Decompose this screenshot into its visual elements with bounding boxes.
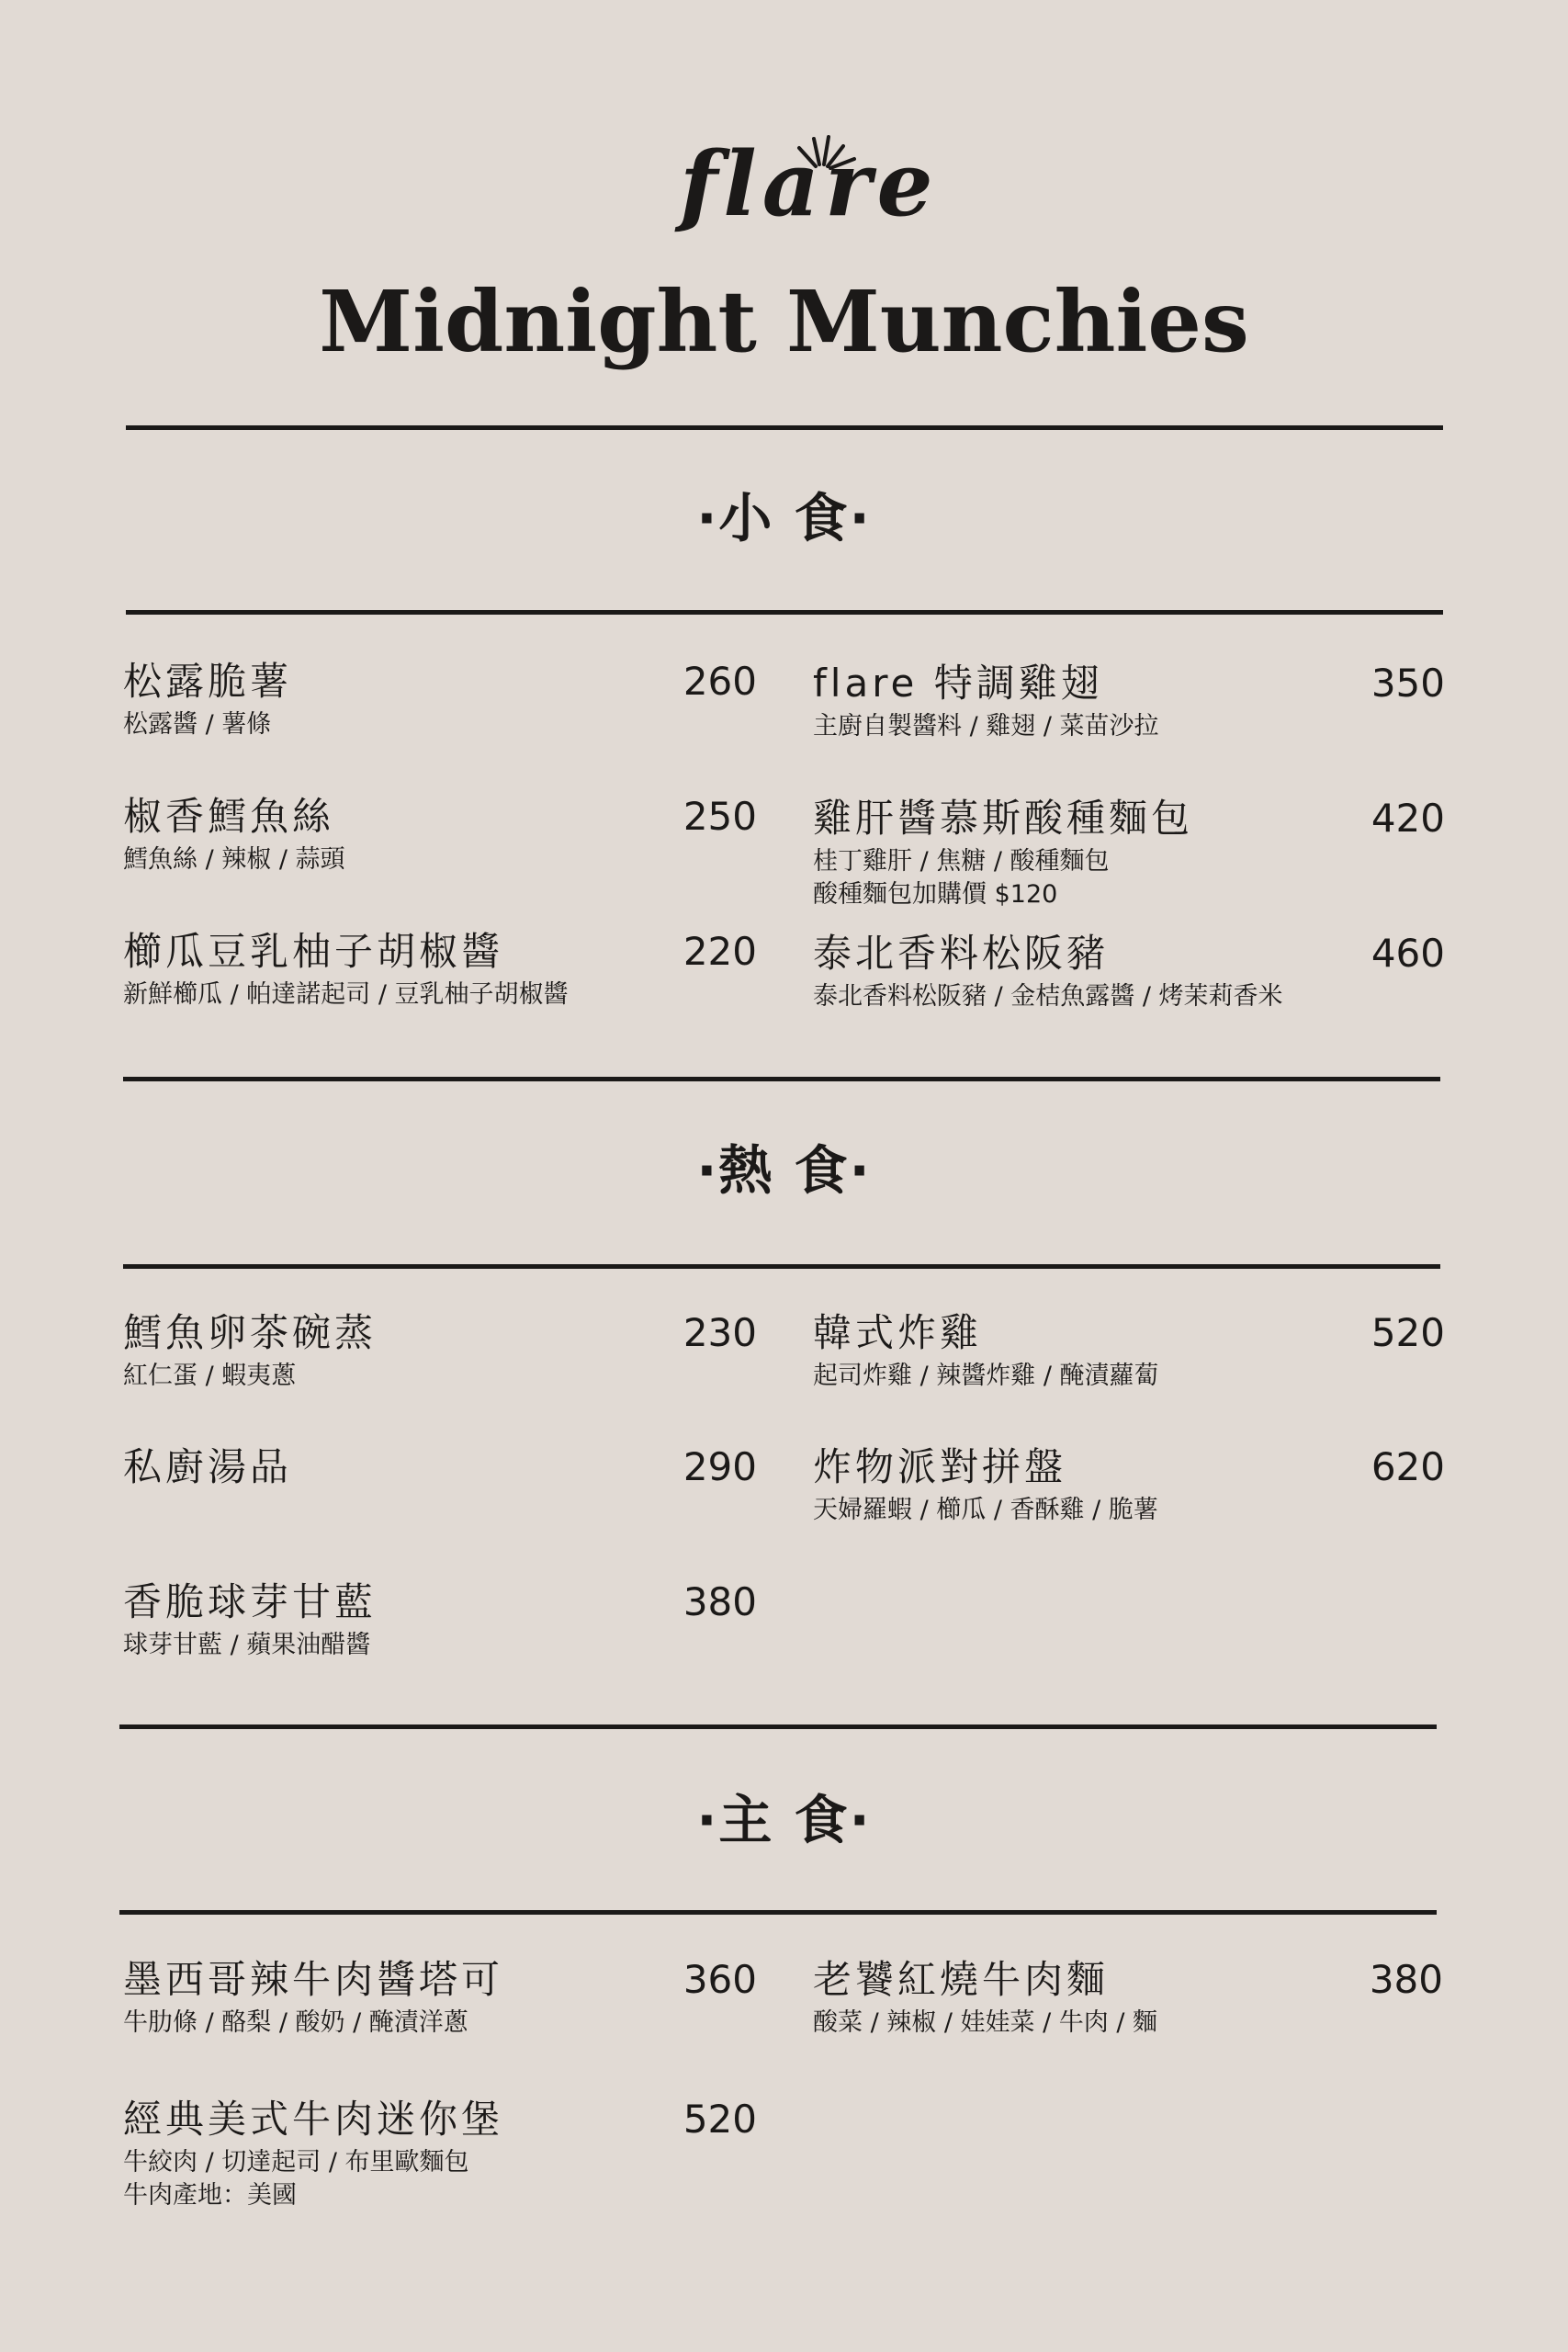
menu-item — [123, 2097, 757, 2212]
divider — [126, 425, 1443, 430]
section-title: ·主 食· — [696, 1789, 872, 1851]
item-name: 私廚湯品 — [123, 1444, 293, 1489]
menu-item — [123, 929, 757, 1012]
item-price: 380 — [1369, 1957, 1443, 2002]
item-price: 620 — [1371, 1444, 1445, 1489]
item-description: 酸菜 / 辣椒 / 娃娃菜 / 牛肉 / 麵 — [813, 2008, 1158, 2038]
item-price: 350 — [1371, 661, 1445, 706]
menu-item — [813, 661, 1445, 743]
item-description: 主廚自製醬料 / 雞翅 / 菜苗沙拉 — [813, 712, 1159, 741]
item-price: 230 — [682, 1310, 757, 1355]
menu-item — [813, 1957, 1443, 2040]
logo-text: flare — [680, 132, 939, 236]
item-name: 經典美式牛肉迷你堡 — [123, 2097, 504, 2142]
item-price: 520 — [682, 2097, 757, 2142]
menu-item — [123, 794, 757, 876]
menu-item — [123, 1579, 757, 1662]
item-price: 290 — [682, 1444, 757, 1489]
item-name: 椒香鱈魚絲 — [123, 794, 335, 839]
item-price: 220 — [682, 929, 757, 974]
item-price: 360 — [682, 1957, 757, 2002]
divider — [123, 1077, 1440, 1081]
item-description: 牛肋條 / 酪梨 / 酸奶 / 醃漬洋蔥 — [123, 2008, 468, 2038]
item-price: 420 — [1371, 796, 1445, 841]
item-description: 牛絞肉 / 切達起司 / 布里歐麵包 — [123, 2148, 469, 2177]
item-name: 櫛瓜豆乳柚子胡椒醬 — [123, 929, 504, 974]
item-description: 球芽甘藍 / 蘋果油醋醬 — [123, 1631, 371, 1660]
item-name: 老饕紅燒牛肉麵 — [813, 1957, 1110, 2002]
menu-item — [123, 659, 757, 741]
item-name: 香脆球芽甘藍 — [123, 1579, 378, 1624]
item-description: 新鮮櫛瓜 / 帕達諾起司 / 豆乳柚子胡椒醬 — [123, 980, 569, 1010]
sunburst-icon — [781, 133, 863, 170]
item-description: 天婦羅蝦 / 櫛瓜 / 香酥雞 / 脆薯 — [813, 1496, 1158, 1525]
divider — [119, 1910, 1437, 1915]
item-description: 桂丁雞肝 / 焦糖 / 酸種麵包 — [813, 847, 1110, 876]
item-description: 鱈魚絲 / 辣椒 / 蒜頭 — [123, 845, 345, 875]
menu-item — [813, 796, 1445, 911]
menu-item — [813, 1444, 1445, 1527]
item-name: 墨西哥辣牛肉醬塔可 — [123, 1957, 504, 2002]
item-description: 紅仁蛋 / 蝦夷蔥 — [123, 1362, 297, 1391]
item-name: 炸物派對拼盤 — [813, 1444, 1067, 1489]
item-price: 250 — [682, 794, 757, 839]
item-name: 鱈魚卵茶碗蒸 — [123, 1310, 378, 1355]
section-title: ·熱 食· — [696, 1139, 872, 1202]
menu-item — [123, 1444, 757, 1490]
item-description: 松露醬 / 薯條 — [123, 710, 272, 740]
item-note: 牛肉產地：美國 — [123, 2181, 297, 2211]
item-name: flare 特調雞翅 — [813, 661, 1103, 706]
item-name: 雞肝醬慕斯酸種麵包 — [813, 796, 1194, 841]
item-name: 松露脆薯 — [123, 659, 293, 704]
item-description: 泰北香料松阪豬 / 金桔魚露醬 / 烤茉莉香米 — [813, 982, 1283, 1012]
divider — [126, 610, 1443, 615]
item-price: 380 — [682, 1579, 757, 1624]
brand-logo — [680, 132, 939, 248]
divider — [123, 1264, 1440, 1269]
item-name: 韓式炸雞 — [813, 1310, 983, 1355]
menu-item — [813, 1310, 1445, 1393]
menu-item — [123, 1957, 757, 2040]
divider — [119, 1724, 1437, 1729]
menu-item — [123, 1310, 757, 1393]
item-note: 酸種麵包加購價 $120 — [813, 880, 1058, 910]
menu-item — [813, 931, 1445, 1013]
item-description: 起司炸雞 / 辣醬炸雞 / 醃漬蘿蔔 — [813, 1362, 1159, 1391]
menu-title: Midnight Munchies — [319, 272, 1249, 371]
section-title: ·小 食· — [696, 487, 872, 549]
item-name: 泰北香料松阪豬 — [813, 931, 1110, 976]
item-price: 520 — [1371, 1310, 1445, 1355]
item-price: 260 — [682, 659, 757, 704]
item-price: 460 — [1371, 931, 1445, 976]
